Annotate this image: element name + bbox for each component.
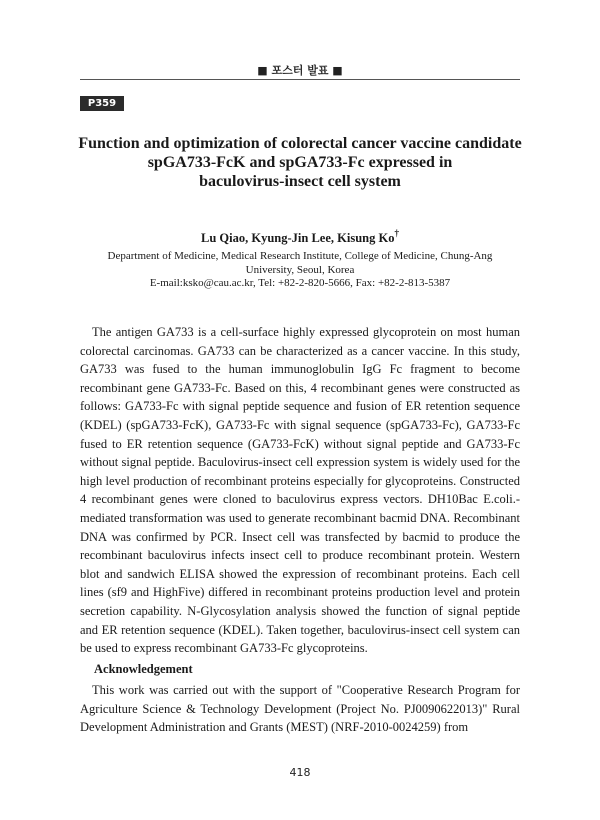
title-line: baculovirus-insect cell system xyxy=(199,173,401,190)
paper-title xyxy=(70,134,530,191)
contact-line: E-mail:ksko@cau.ac.kr, Tel: +82-2-820-5666, Fax: +82-2-813-5387 xyxy=(149,277,451,289)
poster-code-badge: P359 xyxy=(80,96,124,111)
affiliation-line: University, Seoul, Korea xyxy=(245,263,355,276)
author-names: Lu Qiao, Kyung-Jin Lee, Kisung Ko xyxy=(201,231,395,246)
acknowledgement-heading: Acknowledgement xyxy=(94,662,193,676)
acknowledgement-body: This work was carried out with the support of "Cooperative Research Program for Agriculture Science & Technology Development (Project No. PJ0090622013)" Rural Development Administration and Grants (MEST) (NRF-2010-0024259) from xyxy=(80,683,520,735)
section-header: ■ 포스터 발표 ■ xyxy=(257,64,343,77)
affiliation xyxy=(90,250,510,291)
corresponding-author-mark: † xyxy=(394,228,399,238)
abstract-body: The antigen GA733 is a cell-surface highly expressed glycoprotein on most human colorectal carcinomas. GA733 can be characterized as a cancer vaccine. In this study, GA733 was fused to the human immunoglobulin IgG Fc fragment to become recombinant gene GA733-Fc. Based on this, 4 recombinant genes were constructed as follows: GA733-Fc with signal peptide sequence and fusion of ER retention sequence (KDEL) (spGA733-FcK), GA733-Fc with signal sequence (spGA733-Fc), GA733-Fc fused to ER retention sequence (GA733-FcK) without signal peptide and GA733-Fc without signal peptide. Baculovirus-insect cell expression system is widely used for the high level production of recombinant proteins especially for glycoproteins. Constructed 4 recombinant genes were cloned to baculovirus express vectors. DH10Bac E.coli.-mediated transformation was used to generate recombinant bacmid DNA. Recombinant DNA was confirmed by PCR. Insect cell was transfected by bacmid to produce the recombinant baculovirus infects insect cell to produce recombinant protein. Western blot and sandwich ELISA showed the expression of recombinant proteins. Each cell lines (sf9 and HighFive) differed in recombinant proteins production level and protein secretion capability. N-Glycosylation analysis showed the function of signal peptide and ER retention sequence (KDEL). Taken together, baculovirus-insect cell system can be used to express recombinant GA733-Fc glycoproteins. xyxy=(80,325,520,656)
title-line: spGA733-FcK and spGA733-Fc expressed in xyxy=(147,154,453,171)
title-line: Function and optimization of colorectal cancer vaccine candidate xyxy=(78,135,522,152)
page-number: 418 xyxy=(289,766,311,779)
header-rule xyxy=(80,79,520,80)
author-list xyxy=(80,229,520,246)
affiliation-line: Department of Medicine, Medical Research Institute, College of Medicine, Chung-Ang xyxy=(107,250,493,262)
